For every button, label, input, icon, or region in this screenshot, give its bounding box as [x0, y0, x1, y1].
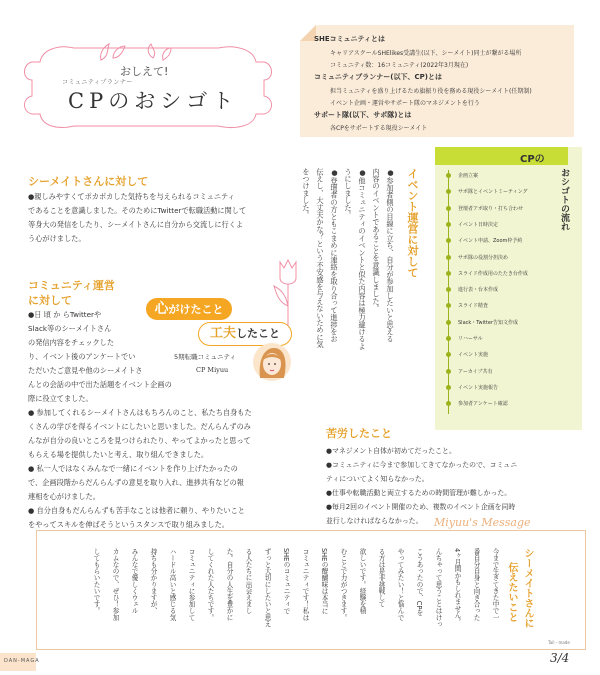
text-line: う心がけました。 — [28, 234, 86, 243]
message-column: 持ちも分かりますが、 — [149, 548, 157, 614]
text-line: ● 自分自身もだんらんずも苦手なことは他者に頼り、やりたいこと — [28, 506, 245, 515]
flow-step-dot — [446, 320, 451, 325]
message-label: Miyuu's Message — [430, 516, 535, 529]
flow-step-dot — [446, 385, 451, 390]
text-line: ただいたご意見や他のシーメイトさ — [28, 366, 143, 375]
page-number: 3/4 — [550, 651, 570, 665]
event-column: をつけました。 — [302, 168, 311, 219]
text-line: 並行しなければならなかった。 — [326, 517, 423, 525]
flow-step: サポ隊の役割分担決め — [458, 254, 509, 261]
event-column: 内容のイベントであることを意識しました。 — [372, 168, 381, 312]
definition-line: 各CPをサポートする現役シーメイト — [330, 125, 428, 132]
title-sub: コミュニティプランナー — [62, 79, 133, 86]
footer-brand: DAN-MAGA — [4, 658, 40, 664]
flow-step: イベント実施 — [458, 352, 489, 359]
text-line: んなが自分の良いところを見つけられたり、やってよかったと思って — [28, 436, 251, 445]
message-column: してくれた人たちです。 — [206, 548, 214, 621]
text-line: くさんの学びを得るイベントにしたいと思いました。だんらんずのみ — [28, 422, 251, 431]
message-column: むことで力がつきます。 — [339, 548, 347, 621]
work-flow-header-bar — [435, 147, 568, 165]
flow-step: スライド作成用のたたき台作成 — [458, 270, 528, 277]
message-column: 4ヶ月間かもしれません。 — [453, 548, 461, 625]
message-column: コミュニティに参加して — [187, 548, 195, 621]
flow-step-dot — [446, 206, 451, 211]
message-column: んちゃって思うことはけっ — [434, 548, 442, 628]
text-line: ●マネジメント自体が初めてだったこと。 — [326, 447, 456, 455]
message-heading-col2: 伝えたいこと — [506, 562, 517, 622]
message-column: カムなので、ぜひ！参加 — [111, 548, 119, 621]
message-column: ハードル高いと感じる気 — [168, 548, 176, 621]
event-column: ●他コミュニティのイベントと似た内容は極力避けるよ — [358, 168, 367, 350]
message-column: してもらいたいです。 — [92, 548, 100, 614]
text-line: の発信内容をチェックした — [28, 338, 115, 347]
work-flow-title-vertical: おシゴトの流れ — [559, 168, 569, 231]
event-column: ●登壇者の方ともこまめに連絡を取り合って進捗をお — [330, 168, 339, 343]
flow-step: イベント実施報告 — [458, 384, 499, 391]
message-column: こうあったので、CPを — [415, 548, 423, 616]
flow-step: イベント日時決定 — [458, 221, 499, 228]
text-line: で、企画段階からだんらんずの意見を取り入れ、進捗共有などの報 — [28, 478, 244, 487]
text-line: ●日 頃 か らTwitterや — [28, 310, 102, 319]
avatar — [252, 342, 292, 382]
message-column: 番自分自身と向き合った — [472, 548, 480, 621]
section-body-community-wide — [28, 406, 328, 532]
page-title: CPのおシゴト — [68, 89, 239, 113]
text-line: ●親しみやすくてポカポカした気持ちを与えられるコミュニティ — [28, 192, 235, 201]
flow-step-dot — [446, 222, 451, 227]
message-column: みんなで優しくウェル — [130, 548, 138, 614]
text-line: Slack等のシーメイトさん — [28, 324, 112, 333]
text-line: ● 私一人ではなくみんなで一緒にイベントを作り上げたかったの — [28, 464, 238, 473]
text-line: り、イベント後のアンケートでい — [28, 352, 136, 361]
text-line: 連相を心がけました。 — [28, 492, 100, 501]
message-column: ずっと大切にしたいと思え — [263, 548, 271, 628]
event-column: うにしました。 — [344, 168, 353, 219]
flow-step: 登壇者アポ取り・打ち合わせ — [458, 205, 524, 212]
profile-line2: CP Miyuu — [196, 366, 229, 374]
bubble-big-char: 工夫 — [209, 326, 236, 341]
message-column: る方は是非挑戦して — [377, 548, 385, 608]
flow-step: Slack・Twitter告知文作成 — [458, 319, 519, 326]
message-column: る人たちに出会えまし — [244, 548, 252, 614]
definition-heading-she: SHEコミュニティとは — [314, 35, 385, 43]
definition-line: コミュニティ数：16コミュニティ(2022年3月現在) — [330, 62, 469, 69]
definition-line: 担当ミュニティを盛り上げるため旗振り役を務める現役シーメイト(任期制) — [330, 88, 532, 95]
definition-line: イベント企画・運営やサポート隊のマネジメントを行う — [330, 100, 480, 107]
section-heading-event: イベント運営に対して — [406, 168, 419, 278]
message-column: 今まで生きてきた中で一 — [491, 548, 499, 621]
definition-heading-support: サポート隊(以下、サポ隊)とは — [314, 111, 412, 119]
event-column: 伝えし、大丈夫かな？という不安感を与えないために気 — [316, 168, 325, 348]
flow-step: 参加者アンケート確認 — [458, 401, 508, 408]
bubble-rest: したこと — [236, 327, 280, 340]
flow-step-dot — [446, 173, 451, 178]
text-line: ● 参加してくれるシーメイトさんはもちろんのこと、私たち自身もた — [28, 408, 252, 417]
text-line: ティについてよく知らなかった。 — [326, 475, 429, 483]
flower-decoration-icon — [95, 40, 175, 64]
flow-step: スライド精査 — [458, 303, 488, 310]
flow-step: リハーサル — [458, 336, 483, 342]
message-column: SHEのコミュニティで — [282, 548, 290, 615]
message-column: 欲しいです。経験を積 — [358, 548, 366, 614]
message-column: コミュニティです！私は — [301, 548, 309, 621]
section-heading-seamate: シーメイトさんに対して — [28, 175, 149, 188]
message-column: やってみたい！と悩んで — [396, 548, 404, 621]
flow-step: アーカイブ共有 — [458, 368, 493, 375]
event-column: ●参加者側の目線に立ち、自分が参加したいと思える — [386, 168, 395, 343]
flow-step: 企画立案 — [458, 173, 479, 179]
text-line: んとの会話の中で出た話題をイベント企画の — [28, 380, 172, 389]
section-body-community-narrow — [28, 308, 198, 406]
text-line: 等身大の発信をしたり、シーメイトさんに自分から交流しに行くよ — [28, 220, 244, 229]
section-body-seamate — [28, 190, 328, 246]
heading-line: に対して — [28, 294, 72, 307]
text-line: であることを意識しました。そのためにTwitterで転職活動に関して — [28, 206, 247, 215]
flow-step-dot — [446, 271, 451, 276]
flow-step-dot — [446, 369, 451, 374]
bubble-big-char: 心 — [154, 301, 169, 317]
text-line: もらえる場を提供したいと考え、取り組んできました。 — [28, 450, 209, 459]
title-small: おしえて! — [120, 65, 169, 78]
section-heading-kurou: 苦労したこと — [326, 427, 392, 440]
flow-step: イベント申請、Zoom枠予約 — [458, 238, 523, 245]
text-line: ●コミュニティに今まで参加してきてなかったので、コミュニ — [326, 461, 518, 469]
flow-step-dot — [446, 336, 451, 341]
profile-line1: 5期転職コミュニティ — [174, 353, 236, 361]
text-line: をやってスキルを伸ばそうというスタンスで取り組みました。 — [28, 520, 229, 529]
text-line: 際に役立てました。 — [28, 394, 93, 403]
text-line: ●仕事や転職活動と両立するための時間管理が難しかった。 — [326, 489, 512, 497]
flow-step-dot — [446, 255, 451, 260]
message-column: SHEの醍醐味は本当に — [320, 548, 328, 615]
footer-tiny-mark: Tail - made — [548, 640, 570, 645]
definition-heading-cp: コミュニティプランナー(以下、CP)とは — [314, 73, 442, 81]
work-flow-title: CPの — [520, 154, 545, 165]
definition-line: キャリアスクールSHElikes受講生(以下、シーメイト)同士が繋がる場所 — [330, 50, 522, 57]
flow-step: 進行表・台本作成 — [458, 287, 499, 294]
section-heading-community — [28, 278, 115, 308]
heading-line: コミュニティ運営 — [28, 279, 115, 292]
text-line: ●毎月2回のイベント開催のため、複数のイベント企画を同時 — [326, 503, 516, 511]
message-column: た。自分の人生を豊かに — [225, 548, 233, 621]
message-heading-col1: シーメイトさんに — [522, 548, 533, 628]
bubble-rest: がけたこと — [168, 303, 224, 316]
flow-step: サポ隊とイベントミーティング — [458, 189, 528, 196]
